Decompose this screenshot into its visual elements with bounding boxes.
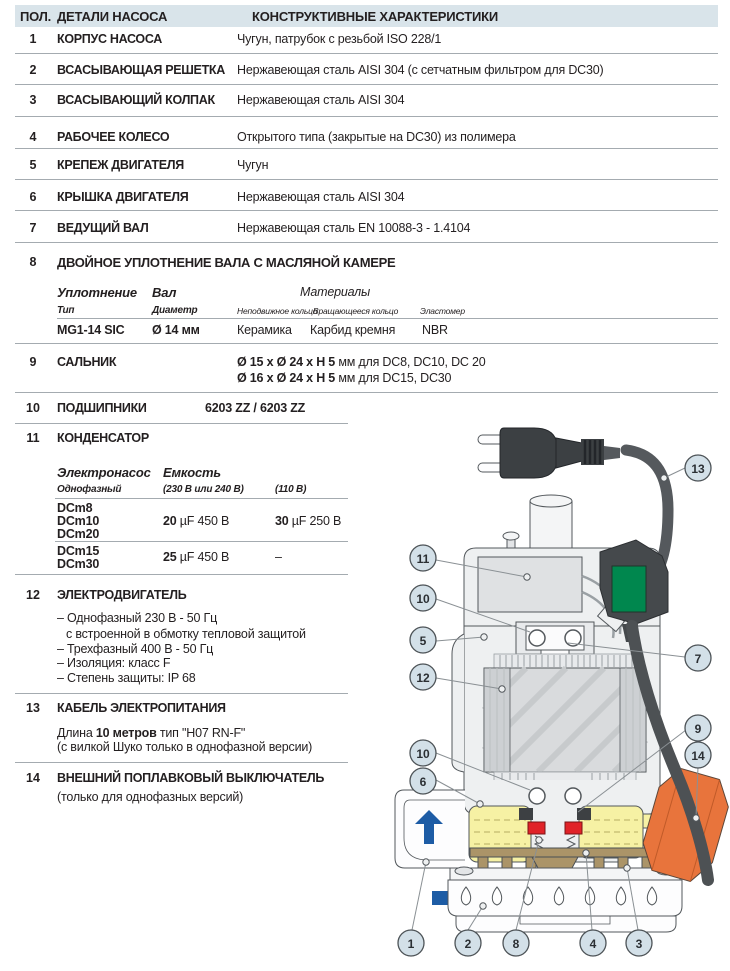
row-divider	[15, 693, 348, 694]
seal-subcol-header: Вращающееся кольцо	[313, 306, 399, 316]
position-number: 10	[26, 401, 40, 415]
row-divider	[15, 210, 718, 211]
spec-line: (с вилкой Шуко только в однофазной версии)	[57, 740, 313, 754]
callout-9	[685, 715, 711, 741]
row-divider	[15, 53, 718, 54]
position-number: 3	[29, 93, 37, 107]
row-divider	[15, 179, 718, 180]
seal-col-header: Материалы	[300, 285, 371, 299]
spec-line: – Однофазный 230 В - 50 Гц	[57, 611, 218, 625]
callout-7	[685, 645, 711, 671]
subtable-divider	[57, 318, 718, 319]
svg-text:10: 10	[416, 747, 430, 761]
position-number: 12	[26, 588, 40, 602]
spec-line: с встроенной в обмотку тепловой защитой	[66, 627, 306, 641]
position-number: 8	[29, 255, 37, 269]
section-title: ДВОЙНОЕ УПЛОТНЕНИЕ ВАЛА С МАСЛЯНОЙ КАМЕРЕ	[57, 255, 396, 270]
cap-value: –	[275, 550, 282, 564]
part-name: ВЕДУЩИЙ ВАЛ	[57, 221, 149, 235]
part-name: КОРПУС НАСОСА	[57, 32, 162, 46]
cap-model: DCm15	[57, 544, 100, 558]
row-divider	[15, 116, 718, 117]
spec-line: – Трехфазный 400 В - 50 Гц	[57, 642, 214, 656]
part-name: ЭЛЕКТРОДВИГАТЕЛЬ	[57, 588, 187, 602]
spec-text: Чугун	[237, 158, 269, 172]
cap-value: 30 µF 250 В	[275, 514, 342, 528]
part-name: ПОДШИПНИКИ	[57, 401, 147, 415]
svg-text:6: 6	[419, 775, 427, 789]
cap-subcol-header: Однофазный	[57, 484, 122, 495]
svg-text:9: 9	[694, 722, 702, 736]
position-number: 4	[29, 130, 37, 144]
svg-text:2: 2	[464, 937, 472, 951]
subtable-divider	[55, 541, 348, 542]
spec-text: Открытого типа (закрытые на DC30) из полимера	[237, 130, 516, 144]
pump-handle	[530, 495, 572, 549]
row-divider	[15, 343, 718, 344]
seal-elastomer-value: NBR	[422, 323, 448, 337]
row-divider	[15, 392, 718, 393]
col-header-spec: КОНСТРУКТИВНЫЕ ХАРАКТЕРИСТИКИ	[252, 8, 499, 24]
seal-col-header: Уплотнение	[57, 285, 137, 300]
part-name: ВСАСЫВАЮЩИЙ КОЛПАК	[57, 93, 215, 107]
svg-text:1: 1	[407, 937, 415, 951]
seal-subcol-header: Эластомер	[420, 306, 465, 316]
part-name: КАБЕЛЬ ЭЛЕКТРОПИТАНИЯ	[57, 701, 226, 715]
position-number: 1	[29, 32, 37, 46]
svg-text:4: 4	[589, 937, 597, 951]
cap-col-header: Емкость	[163, 465, 221, 480]
cap-subcol-header: (230 В или 240 В)	[163, 484, 244, 495]
callout-1	[398, 930, 424, 956]
cap-model: DCm30	[57, 557, 100, 571]
callout-11	[410, 545, 436, 571]
part-name: ВНЕШНИЙ ПОПЛАВКОВЫЙ ВЫКЛЮЧАТЕЛЬ	[57, 771, 325, 785]
seal-subcol-header: Неподвижное кольцо	[237, 306, 318, 316]
spec-line: – Степень защиты: IP 68	[57, 671, 196, 685]
spec-text: Нержавеющая сталь EN 10088-3 - 1.4104	[237, 221, 471, 235]
callout-10-lower	[410, 740, 436, 766]
row-divider	[15, 84, 718, 85]
svg-text:14: 14	[691, 749, 705, 763]
row-divider	[15, 762, 348, 763]
cap-model: DCm20	[57, 527, 100, 541]
position-number: 6	[29, 190, 37, 204]
spec-text: Нержавеющая сталь AISI 304	[237, 190, 405, 204]
svg-text:12: 12	[416, 671, 430, 685]
spec-text: Чугун, патрубок с резьбой ISO 228/1	[237, 32, 442, 46]
cap-model: DCm10	[57, 514, 100, 528]
row-divider	[15, 148, 718, 149]
part-name: ВСАСЫВАЮЩАЯ РЕШЕТКА	[57, 63, 225, 77]
svg-text:5: 5	[419, 634, 427, 648]
seal-subcol-header: Тип	[57, 305, 75, 316]
pump-cutaway-diagram	[370, 410, 730, 971]
position-number: 11	[26, 431, 40, 445]
spec-line: Длина 10 метров тип "H07 RN-F"	[57, 726, 246, 740]
motor-stator	[484, 654, 646, 784]
spec-text: 6203 ZZ / 6203 ZZ	[205, 401, 306, 415]
position-number: 2	[29, 63, 37, 77]
cap-col-header: Электронасос	[57, 465, 151, 480]
spec-text: Ø 15 x Ø 24 x H 5 мм для DC8, DC10, DC 20	[237, 355, 486, 369]
position-number: 9	[29, 355, 37, 369]
subtable-divider	[55, 498, 348, 499]
table-header-bar	[15, 5, 718, 27]
callout-12	[410, 664, 436, 690]
power-plug-icon	[478, 428, 620, 478]
seal-rotating-value: Карбид кремня	[310, 323, 396, 337]
capacitor-box	[478, 557, 582, 612]
svg-text:7: 7	[694, 652, 702, 666]
svg-text:11: 11	[416, 552, 430, 566]
seal-subcol-header: Диаметр	[152, 305, 198, 316]
spec-line: – Изоляция: класс F	[57, 656, 171, 670]
spec-text: Нержавеющая сталь AISI 304	[237, 93, 405, 107]
callout-13	[685, 455, 711, 481]
part-name: КРЫШКА ДВИГАТЕЛЯ	[57, 190, 189, 204]
cap-value: 20 µF 450 В	[163, 514, 230, 528]
callout-8	[503, 930, 529, 956]
row-divider	[15, 423, 348, 424]
position-number: 14	[26, 771, 40, 785]
part-name: КОНДЕНСАТОР	[57, 431, 149, 445]
position-number: 5	[29, 158, 37, 172]
callout-14	[685, 742, 711, 768]
spec-line: (только для однофазных версий)	[57, 790, 244, 804]
position-number: 13	[26, 701, 40, 715]
position-number: 7	[29, 221, 37, 235]
svg-text:13: 13	[691, 462, 705, 476]
part-name: КРЕПЕЖ ДВИГАТЕЛЯ	[57, 158, 184, 172]
svg-text:8: 8	[512, 937, 520, 951]
svg-text:10: 10	[416, 592, 430, 606]
row-divider	[15, 242, 718, 243]
seal-col-header: Вал	[152, 285, 177, 300]
part-name: САЛЬНИК	[57, 355, 117, 369]
callout-3	[626, 930, 652, 956]
callout-10-upper	[410, 585, 436, 611]
part-name: РАБОЧЕЕ КОЛЕСО	[57, 130, 170, 144]
cap-subcol-header: (110 В)	[275, 484, 307, 495]
svg-text:3: 3	[635, 937, 643, 951]
cap-value: 25 µF 450 В	[163, 550, 230, 564]
spec-text: Ø 16 x Ø 24 x H 5 мм для DC15, DC30	[237, 371, 452, 385]
seal-stationary-value: Керамика	[237, 323, 292, 337]
spec-text: Нержавеющая сталь AISI 304 (с сетчатным фильтром для DC30)	[237, 63, 604, 77]
callout-2	[455, 930, 481, 956]
callout-4	[580, 930, 606, 956]
seal-type-value: MG1-14 SIC	[57, 323, 125, 337]
col-header-pos: ПОЛ.	[20, 8, 52, 24]
callout-5	[410, 627, 436, 653]
col-header-part: ДЕТАЛИ НАСОСА	[57, 8, 168, 24]
callout-6	[410, 768, 436, 794]
row-divider	[15, 574, 348, 575]
seal-diameter-value: Ø 14 мм	[152, 323, 200, 337]
cap-model: DCm8	[57, 501, 93, 515]
